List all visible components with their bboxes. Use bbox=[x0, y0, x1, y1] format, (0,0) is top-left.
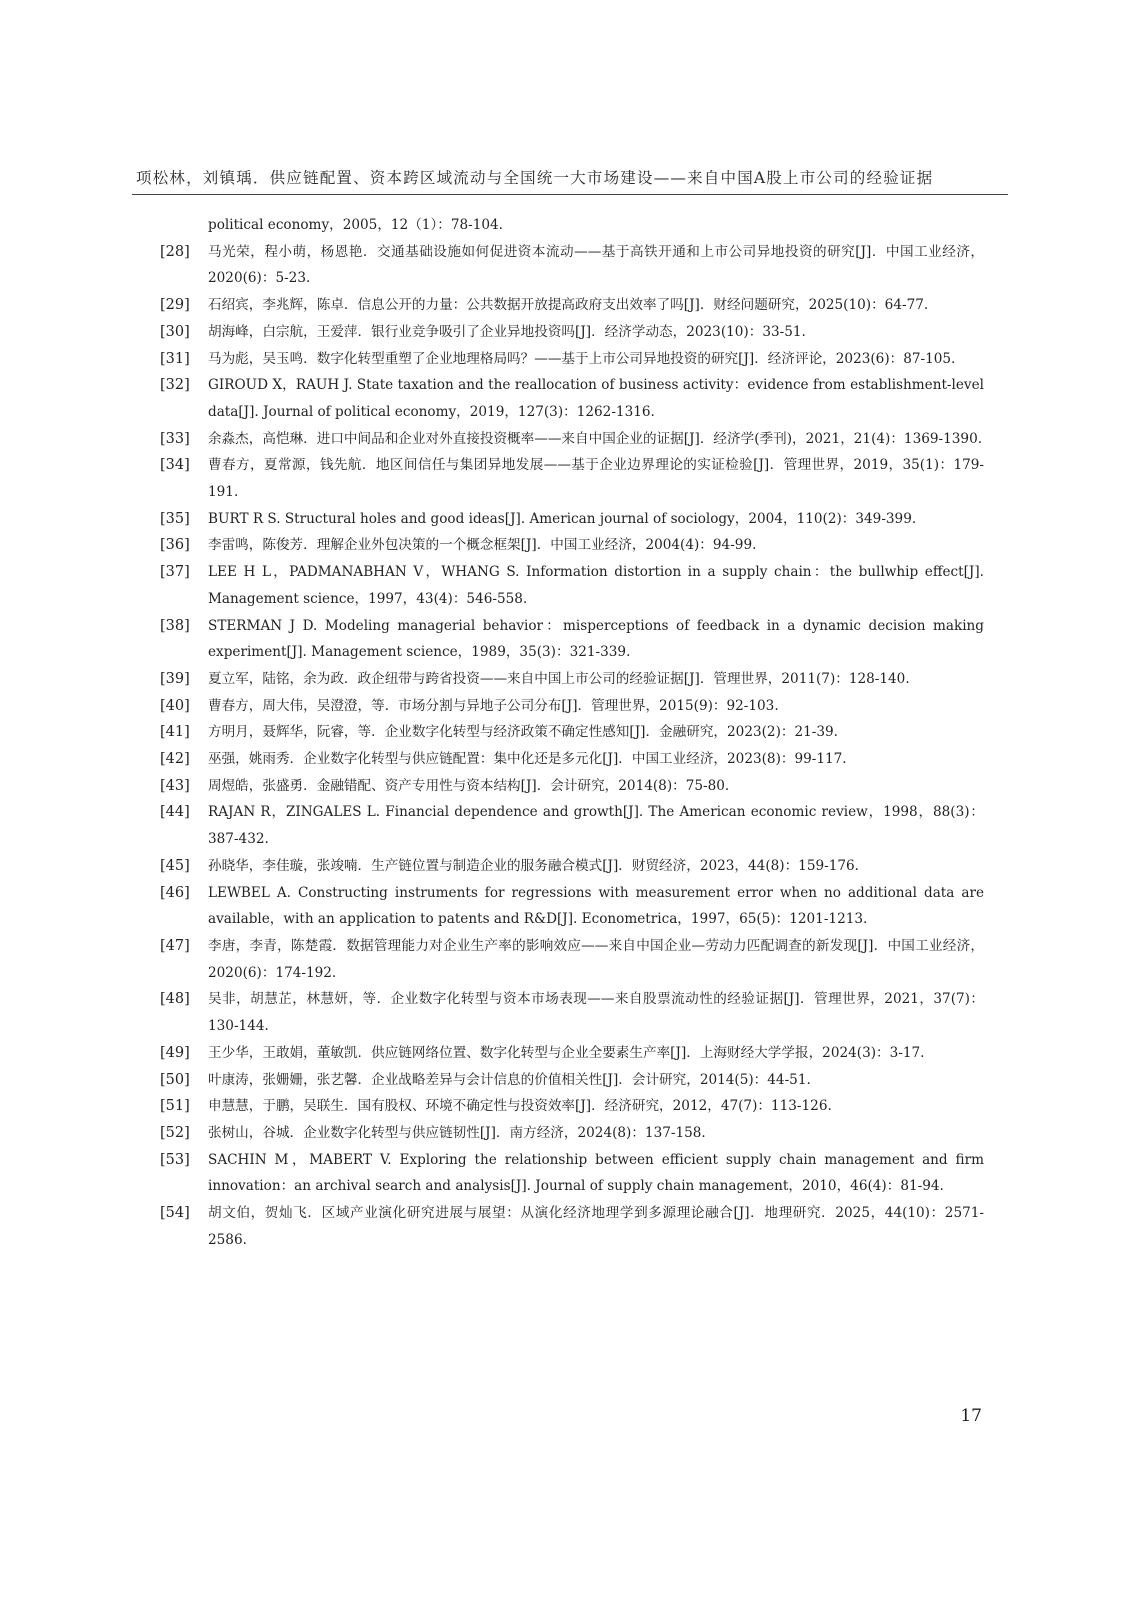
reference-number: [36] bbox=[160, 537, 190, 554]
reference-number: [38] bbox=[160, 617, 190, 634]
reference-number: [52] bbox=[160, 1124, 190, 1141]
reference-number: [45] bbox=[160, 857, 190, 874]
reference-number: [43] bbox=[160, 777, 190, 794]
reference-item-34 bbox=[160, 452, 984, 505]
reference-text: 曹春方，夏常源，钱先航．地区间信任与集团异地发展——基于企业边界理论的实证检验[J]．管理世界，2019，35(1)：179-191. bbox=[208, 457, 984, 501]
reference-number: [54] bbox=[160, 1205, 190, 1222]
reference-number: [47] bbox=[160, 937, 190, 954]
reference-number: [46] bbox=[160, 884, 190, 901]
reference-text: 申慧慧，于鹏，吴联生．国有股权、环境不确定性与投资效率[J]．经济研究，2012，47(7)：113-126. bbox=[208, 1098, 832, 1115]
reference-item-36 bbox=[160, 532, 984, 559]
reference-item-41 bbox=[160, 719, 984, 746]
reference-item-50 bbox=[160, 1067, 984, 1094]
reference-item-42 bbox=[160, 746, 984, 773]
reference-number: [40] bbox=[160, 697, 190, 714]
reference-text: LEE H L，PADMANABHAN V，WHANG S. Information distortion in a supply chain：the bullwhip effect[J]. Management science，1997，43(4)：546-558. bbox=[208, 564, 984, 607]
reference-number: [53] bbox=[160, 1151, 190, 1168]
reference-item-47 bbox=[160, 933, 984, 986]
reference-item-40 bbox=[160, 693, 984, 720]
reference-text: LEWBEL A. Constructing instruments for regressions with measurement error when no additional data are available，with an application to patents and R&D[J]. Econometrica，1997，65(5)：1201-1213. bbox=[208, 884, 984, 928]
reference-text: 胡海峰，白宗航，王爱萍．银行业竞争吸引了企业异地投资吗[J]．经济学动态，2023(10)：33-51. bbox=[208, 323, 806, 340]
reference-item-35 bbox=[160, 506, 984, 533]
reference-item-52 bbox=[160, 1120, 984, 1147]
reference-item-46 bbox=[160, 880, 984, 933]
reference-item-28 bbox=[160, 239, 984, 292]
reference-number: [29] bbox=[160, 297, 190, 314]
reference-item-45 bbox=[160, 853, 984, 880]
reference-item-54 bbox=[160, 1200, 984, 1253]
reference-text: 周煜皓，张盛勇．金融错配、资产专用性与资本结构[J]．会计研究，2014(8)：75-80. bbox=[208, 777, 730, 794]
header-divider bbox=[132, 194, 1008, 195]
reference-item-37 bbox=[160, 559, 984, 612]
reference-number: [33] bbox=[160, 430, 190, 447]
reference-item-43 bbox=[160, 773, 984, 800]
reference-number: [48] bbox=[160, 991, 190, 1008]
reference-text: STERMAN J D. Modeling managerial behavior：misperceptions of feedback in a dynamic decision making experiment[J]. Management science，1989，35(3)：321-339. bbox=[208, 617, 984, 661]
reference-item-32 bbox=[160, 372, 984, 425]
reference-text: 马光荣，程小萌，杨恩艳．交通基础设施如何促进资本流动——基于高铁开通和上市公司异地投资的研究[J]．中国工业经济，2020(6)：5-23. bbox=[208, 243, 984, 287]
reference-text: SACHIN M，MABERT V. Exploring the relationship between efficient supply chain management and firm innovation：an archival search and analysis[J]. Journal of supply chain management，2010，46(4)：81-94. bbox=[208, 1151, 984, 1195]
reference-text: RAJAN R，ZINGALES L. Financial dependence and growth[J]. The American economic review，1998，88(3)：387-432. bbox=[208, 804, 984, 848]
reference-text: 曹春方，周大伟，吴澄澄，等．市场分割与异地子公司分布[J]．管理世界，2015(9)：92-103. bbox=[208, 697, 779, 714]
reference-item-29 bbox=[160, 292, 984, 319]
reference-text: 孙晓华，李佳璇，张竣喃．生产链位置与制造企业的服务融合模式[J]．财贸经济，2023，44(8)：159-176. bbox=[208, 857, 859, 874]
reference-number: [42] bbox=[160, 751, 190, 768]
reference-continuation: political economy，2005，12（1）：78-104. bbox=[208, 217, 503, 233]
reference-text: 吴非，胡慧芷，林慧妍，等．企业数字化转型与资本市场表现——来自股票流动性的经验证据[J]．管理世界，2021，37(7)：130-144. bbox=[208, 991, 984, 1035]
reference-item-44 bbox=[160, 799, 984, 852]
reference-text: GIROUD X，RAUH J. State taxation and the reallocation of business activity：evidence from establishment-level data[J]. Journal of political economy，2019，127(3)：1262-1316. bbox=[208, 377, 984, 420]
reference-number: [44] bbox=[160, 804, 190, 821]
reference-number: [34] bbox=[160, 457, 190, 474]
reference-number: [32] bbox=[160, 377, 190, 394]
reference-number: [41] bbox=[160, 724, 190, 741]
reference-text: 李雷鸣，陈俊芳．理解企业外包决策的一个概念框架[J]．中国工业经济，2004(4)：94-99. bbox=[208, 537, 757, 554]
reference-text: 巫强，姚雨秀．企业数字化转型与供应链配置：集中化还是多元化[J]．中国工业经济，2023(8)：99-117. bbox=[208, 751, 847, 768]
reference-text: 叶康涛，张姗姗，张艺馨．企业战略差异与会计信息的价值相关性[J]．会计研究，2014(5)：44-51. bbox=[208, 1071, 811, 1088]
reference-number: [49] bbox=[160, 1044, 190, 1061]
reference-item-39 bbox=[160, 666, 984, 693]
reference-item-48 bbox=[160, 986, 984, 1039]
running-header-title: 项松林，刘镇瑀．供应链配置、资本跨区域流动与全国统一大市场建设——来自中国A股上市公司的经验证据 bbox=[136, 169, 934, 187]
reference-number: [35] bbox=[160, 510, 190, 527]
reference-item-30 bbox=[160, 319, 984, 346]
reference-text: BURT R S. Structural holes and good ideas[J]. American journal of sociology，2004，110(2)：349-399. bbox=[208, 510, 917, 527]
reference-text: 李唐，李青，陈楚霞．数据管理能力对企业生产率的影响效应——来自中国企业—劳动力匹配调查的新发现[J]．中国工业经济，2020(6)：174-192. bbox=[208, 937, 984, 981]
reference-number: [37] bbox=[160, 564, 190, 581]
reference-item-38 bbox=[160, 613, 984, 666]
reference-text: 夏立军，陆铭，余为政．政企纽带与跨省投资——来自中国上市公司的经验证据[J]．管理世界，2011(7)：128-140. bbox=[208, 670, 910, 687]
reference-number: [50] bbox=[160, 1071, 190, 1088]
reference-item-33 bbox=[160, 426, 984, 453]
reference-text: 胡文伯，贺灿飞．区域产业演化研究进展与展望：从演化经济地理学到多源理论融合[J]．地理研究．2025，44(10)：2571-2586. bbox=[208, 1205, 984, 1248]
reference-item-49 bbox=[160, 1040, 984, 1067]
reference-number: [39] bbox=[160, 670, 190, 687]
reference-text: 马为彪，吴玉鸣．数字化转型重塑了企业地理格局吗？——基于上市公司异地投资的研究[J]．经济评论，2023(6)：87-105. bbox=[208, 350, 956, 367]
reference-text: 王少华，王敢娟，董敏凯．供应链网络位置、数字化转型与企业全要素生产率[J]．上海财经大学学报，2024(3)：3-17. bbox=[208, 1044, 925, 1061]
reference-text: 余淼杰，高恺琳．进口中间品和企业对外直接投资概率——来自中国企业的证据[J]．经济学(季刊)，2021，21(4)：1369-1390. bbox=[208, 430, 983, 447]
reference-item-53 bbox=[160, 1147, 984, 1200]
reference-text: 石绍宾，李兆辉，陈卓．信息公开的力量：公共数据开放提高政府支出效率了吗[J]．财经问题研究，2025(10)：64-77. bbox=[208, 297, 929, 314]
reference-number: [31] bbox=[160, 350, 190, 367]
page-number: 17 bbox=[960, 1406, 982, 1426]
reference-item-51 bbox=[160, 1093, 984, 1120]
reference-number: [30] bbox=[160, 323, 190, 340]
reference-number: [28] bbox=[160, 243, 190, 260]
reference-list bbox=[160, 212, 984, 1253]
reference-item-31 bbox=[160, 346, 984, 373]
reference-text: 张树山，谷城．企业数字化转型与供应链韧性[J]．南方经济，2024(8)：137-158. bbox=[208, 1124, 706, 1141]
reference-number: [51] bbox=[160, 1098, 190, 1115]
reference-text: 方明月，聂辉华，阮睿，等．企业数字化转型与经济政策不确定性感知[J]．金融研究，2023(2)：21-39. bbox=[208, 724, 838, 741]
